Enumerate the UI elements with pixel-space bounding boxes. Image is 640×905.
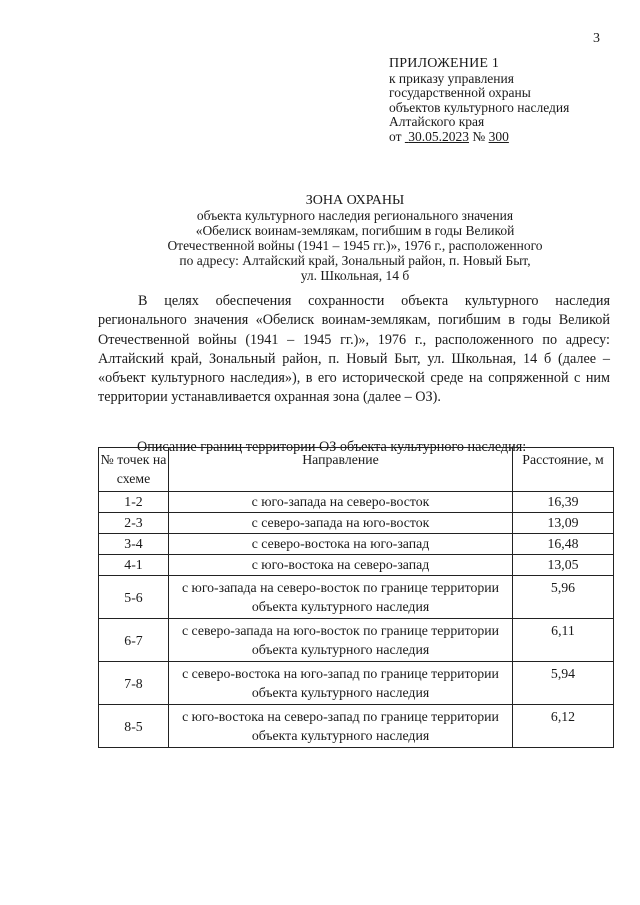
header-distance: Расстояние, м: [513, 448, 614, 492]
cell-points: 6-7: [99, 619, 169, 662]
table-row: [99, 513, 614, 534]
cell-points: 2-3: [99, 513, 169, 534]
table-row: [99, 555, 614, 576]
cell-direction: с северо-востока на юго-запад по границе территории объекта культурного наследия: [169, 662, 513, 705]
cell-points: 5-6: [99, 576, 169, 619]
title-line: объекта культурного наследия регионального значения: [196, 208, 514, 223]
table-row: [99, 534, 614, 555]
table-row: [99, 705, 614, 748]
title-main: ЗОНА ОХРАНЫ: [305, 193, 405, 208]
cell-distance: 16,39: [513, 492, 614, 513]
table-row: [99, 662, 614, 705]
cell-direction: с юго-запада на северо-восток по границе территории объекта культурного наследия: [169, 576, 513, 619]
cell-distance: 13,09: [513, 513, 614, 534]
cell-distance: 16,48: [513, 534, 614, 555]
table-row: [99, 619, 614, 662]
appendix-line: к приказу управления: [389, 70, 514, 86]
cell-distance: 6,11: [513, 619, 614, 662]
appendix-line: объектов культурного наследия: [389, 99, 570, 115]
appendix-date-line: [389, 130, 569, 145]
cell-direction: с юго-востока на северо-запад по границе территории объекта культурного наследия: [169, 705, 513, 748]
cell-direction: с северо-запада на юго-восток: [169, 513, 513, 534]
cell-points: 3-4: [99, 534, 169, 555]
title-line: «Обелиск воинам-землякам, погибшим в годы Великой: [195, 223, 515, 238]
body-paragraph: В целях обеспечения сохранности объекта культурного наследия регионального значения «Обелиск воинам-землякам, погибшим в годы Великой Отечественной войны (1941 – 1945 гг.)», 1976 г., расположенного по адресу: Алтайский край, Зональный район, п. Новый Быт, ул. Школьная, 14 б (далее – «объект культурного наследия»), в его исторической среде на сопряженной с ним территории устанавливается охранная зона (далее – ОЗ).: [98, 293, 610, 406]
page-number: 3: [593, 31, 600, 46]
title-line: по адресу: Алтайский край, Зональный район, п. Новый Быт,: [179, 253, 531, 268]
cell-direction: с юго-востока на северо-запад: [169, 555, 513, 576]
cell-distance: 13,05: [513, 555, 614, 576]
cell-points: 1-2: [99, 492, 169, 513]
cell-points: 8-5: [99, 705, 169, 748]
order-date: 30.05.2023: [408, 128, 469, 144]
table-header-row: [99, 448, 614, 492]
order-number: 300: [488, 128, 509, 144]
cell-direction: с юго-запада на северо-восток: [169, 492, 513, 513]
table-row: [99, 576, 614, 619]
cell-distance: 5,96: [513, 576, 614, 619]
title-line: Отечественной войны (1941 – 1945 гг.)», 1976 г., расположенного: [167, 238, 543, 253]
table-caption: Описание границ территории ОЗ объекта культурного наследия:: [137, 439, 527, 455]
header-direction: Направление: [169, 448, 513, 492]
table-row: [99, 492, 614, 513]
cell-distance: 5,94: [513, 662, 614, 705]
title-line: ул. Школьная, 14 б: [300, 268, 410, 283]
cell-distance: 6,12: [513, 705, 614, 748]
boundary-table: [98, 447, 614, 748]
cell-direction: с северо-запада на юго-восток по границе территории объекта культурного наследия: [169, 619, 513, 662]
header-points: № точек на схеме: [99, 448, 169, 492]
number-sign: №: [472, 128, 486, 144]
cell-points: 7-8: [99, 662, 169, 705]
cell-direction: с северо-востока на юго-запад: [169, 534, 513, 555]
cell-points: 4-1: [99, 555, 169, 576]
appendix-line: Алтайского края: [389, 114, 485, 129]
date-prefix: от: [389, 128, 402, 144]
appendix-heading: ПРИЛОЖЕНИЕ 1: [389, 56, 500, 71]
appendix-block: [389, 57, 569, 144]
appendix-line: государственной охраны: [389, 85, 531, 100]
document-title: [120, 193, 590, 283]
